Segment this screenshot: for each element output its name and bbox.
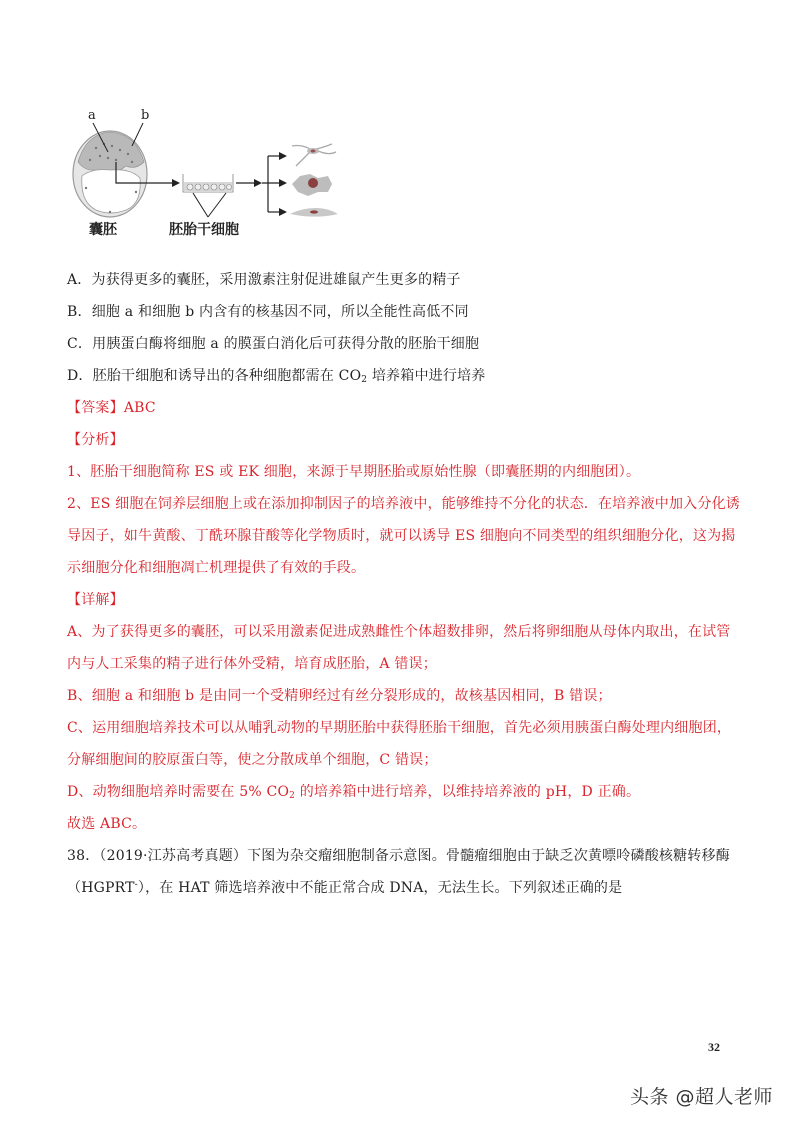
answer-value: ABC	[123, 400, 156, 416]
analysis-line-1: 1、胚胎干细胞简称 ES 或 EK 细胞，来源于早期胚胎或原始性腺（即囊胚期的内细胞团）。	[67, 464, 641, 480]
label-a: a	[88, 108, 96, 123]
option-text: 用胰蛋白酶将细胞 a 的膜蛋白消化后可获得分散的胚胎干细胞	[92, 336, 480, 352]
caption-es-cells: 胚胎干细胞	[169, 222, 239, 238]
detail-line-4: C、运用细胞培养技术可以从哺乳动物的早期胚胎中获得胚胎干细胞，首先必须用胰蛋白酶处理内细胞团，	[67, 720, 732, 736]
option-text: 细胞 a 和细胞 b 内含有的核基因不同，所以全能性高低不同	[91, 304, 469, 320]
subscript: 2	[361, 375, 368, 385]
analysis-line-4: 示细胞分化和细胞凋亡机理提供了有效的手段。	[67, 560, 366, 576]
option-text: 胚胎干细胞和诱导出的各种细胞都需在 CO	[92, 368, 362, 384]
irregular-cell-icon	[292, 174, 332, 196]
caption-blastocyst: 囊胚	[89, 222, 117, 238]
option-letter: B．	[67, 304, 92, 320]
detail-d-text: D、动物细胞培养时需要在 5% CO	[67, 784, 290, 800]
question-38-line-1: 38．（2019·江苏高考真题）下图为杂交瘤细胞制备示意图。骨髓瘤细胞由于缺乏次黄嘌呤磷酸核糖转移酶	[67, 848, 730, 864]
option-c	[67, 334, 479, 354]
es-cell-diagram	[66, 104, 366, 244]
answer-line	[67, 398, 156, 418]
option-text: 为获得更多的囊胚，采用激素注射促进雄鼠产生更多的精子	[91, 272, 461, 288]
detail-conclusion: 故选 ABC。	[67, 816, 147, 832]
analysis-heading: 【分析】	[67, 432, 124, 448]
option-a	[67, 270, 461, 290]
detail-line-1: A、为了获得更多的囊胚，可以采用激素促进成熟雌性个体超数排卵，然后将卵细胞从母体内取出，在试管	[67, 624, 731, 640]
option-letter: C．	[67, 336, 93, 352]
superscript: -	[134, 880, 138, 890]
subscript: 2	[289, 791, 296, 801]
question-text: （HGPRT	[67, 880, 135, 896]
question-38-line-2	[67, 878, 622, 898]
detail-line-3: B、细胞 a 和细胞 b 是由同一个受精卵经过有丝分裂形成的，故核基因相同，B 错误；	[67, 688, 612, 704]
detail-line-5: 分解细胞间的胶原蛋白等，使之分散成单个细胞，C 错误；	[67, 752, 438, 768]
label-b: b	[141, 108, 150, 123]
detail-line-2: 内与人工采集的精子进行体外受精，培育成胚胎，A 错误；	[67, 656, 437, 672]
option-b	[67, 302, 469, 322]
detail-d-text-after: 的培养箱中进行培养，以维持培养液的 pH，D 正确。	[295, 784, 641, 800]
diagram-illustration	[66, 104, 366, 244]
spindle-cell-icon	[290, 208, 338, 217]
option-text-after: 培养箱中进行培养	[367, 368, 486, 384]
option-letter: D．	[67, 368, 93, 384]
detail-heading: 【详解】	[67, 592, 124, 608]
detail-line-d	[67, 782, 640, 802]
option-letter: A．	[67, 272, 92, 288]
analysis-line-3: 导因子，如牛黄酸、丁酰环腺苷酸等化学物质时，就可以诱导 ES 细胞向不同类型的组织细胞分化，这为揭	[67, 528, 736, 544]
option-d	[67, 366, 485, 386]
watermark: 头条 @超人老师	[630, 1086, 774, 1108]
analysis-line-2: 2、ES 细胞在饲养层细胞上或在添加抑制因子的培养液中，能够维持不分化的状态．在培养液中加入分化诱	[67, 496, 740, 512]
question-text-after: ），在 HAT 筛选培养液中不能正常合成 DNA，无法生长。下列叙述正确的是	[137, 880, 623, 896]
page-number: 32	[708, 1040, 720, 1054]
neuron-cell-icon	[292, 144, 336, 166]
answer-heading: 【答案】	[67, 400, 124, 416]
